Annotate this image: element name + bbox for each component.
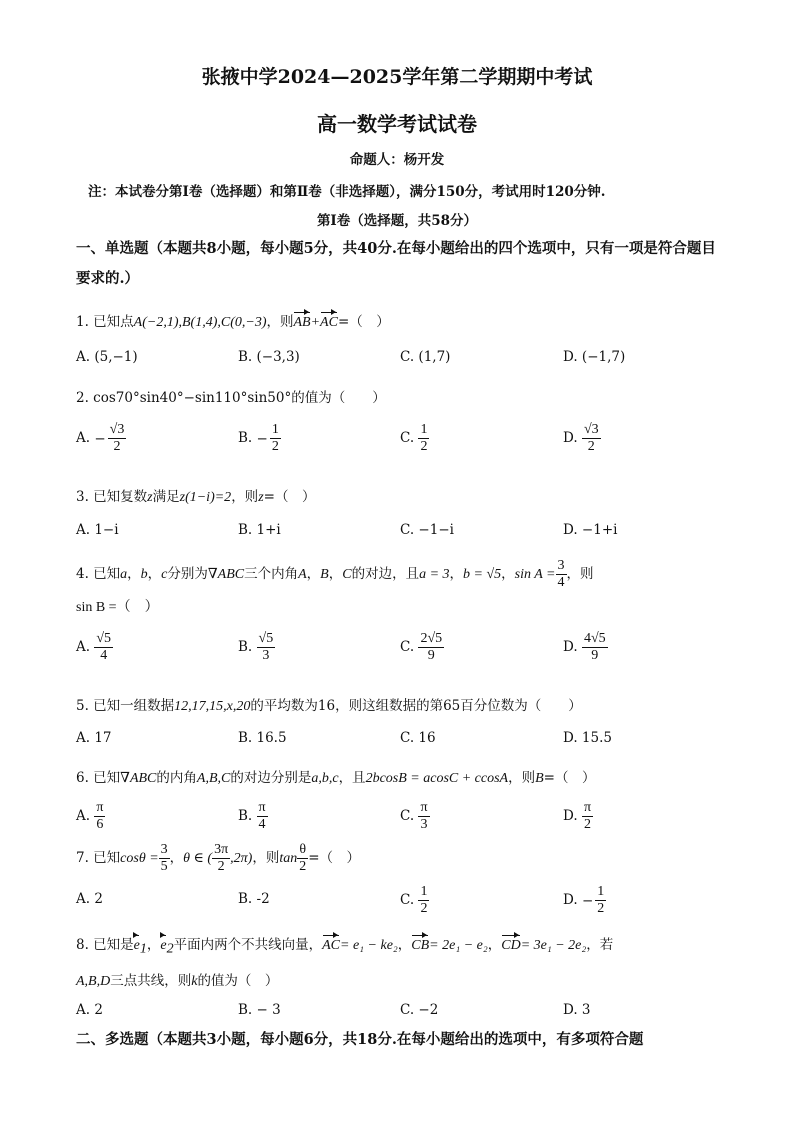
question-5: 5. 已知一组数据12,17,15,x,20的平均数为16，则这组数据的第65百分位数为（ ） — [76, 698, 582, 714]
q2-option-c: C. $\frac{1}{2}$ — [400, 422, 428, 454]
q1-option-a: A. (5,−1) — [76, 349, 138, 365]
question-3: 3. 已知复数z满足z(1−i)=2，则z=（ ） — [76, 489, 316, 505]
q3-option-a: A. 1−i — [76, 522, 119, 538]
q3-option-b: B. 1+i — [238, 522, 281, 538]
question-6: 6. 已知∇ABC的内角A,B,C的对边分别是a,b,c，且2bcosB = acosC + ccosA，则B=（ ） — [76, 770, 596, 786]
q5-option-c: C. 16 — [400, 730, 436, 746]
q7-option-c: C. $\frac{1}{2}$ — [400, 884, 428, 916]
q8-option-d: D. 3 — [563, 1002, 591, 1018]
q2-option-b: B. − $\frac{1}{2}$ — [238, 422, 279, 454]
q2-option-a: A. − $\frac{√3}{2}$ — [76, 422, 125, 454]
q6-option-d: D. $\frac{\pi}{2}$ — [563, 800, 592, 832]
part-one-heading: 第Ⅰ卷（选择题，共58分） — [316, 213, 478, 229]
q8-option-c: C. −2 — [400, 1002, 439, 1018]
author-line: 命题人：杨开发 — [349, 152, 445, 168]
q7-option-b: B. -2 — [238, 891, 270, 907]
q1-points: A(−2,1),B(1,4),C(0,−3) — [133, 315, 267, 330]
q1-option-b: B. (−3,3) — [238, 349, 300, 365]
vector-ac: AC — [320, 315, 338, 330]
q5-option-a: A. 17 — [76, 730, 112, 746]
question-1: 1. 已知点A(−2,1),B(1,4),C(0,−3)，则AB+AC=（ ） — [76, 314, 390, 330]
q4-option-b: B. $\frac{√5}{3}$ — [238, 631, 274, 663]
subject-title: 高一数学考试试卷 — [317, 112, 477, 136]
question-8: 8. 已知是$e_1$，$e_2$平面内两个不共线向量，AC= e₁ − ke₂，CB= 2e₁ − e₂，CD= 3e₁ − 2e₂，若 — [76, 937, 614, 957]
q8-option-a: A. 2 — [76, 1002, 103, 1018]
q2-option-d: D. $\frac{√3}{2}$ — [563, 422, 599, 454]
q3-option-d: D. −1+i — [563, 522, 618, 538]
q4-option-d: D. $\frac{4√5}{9}$ — [563, 631, 606, 663]
q7-option-d: D. − $\frac{1}{2}$ — [563, 884, 605, 916]
exam-note: 注：本试卷分第Ⅰ卷（选择题）和第Ⅱ卷（非选择题），满分150分，考试用时120分钟. — [88, 184, 606, 200]
q6-option-a: A. $\frac{\pi}{6}$ — [76, 800, 104, 832]
question-2: 2. cos70°sin40°−sin110°sin50°的值为（ ） — [76, 390, 386, 406]
q7-option-a: A. 2 — [76, 891, 103, 907]
exam-title: 张掖中学2024—2025学年第二学期期中考试 — [201, 66, 593, 88]
question-7: 7. 已知cosθ = $\frac{3}{5}$ ，θ ∈ ( $\frac{3\pi}{2}$ ,2π)，则tan $\frac{\theta}{2}$ =（ ） — [76, 842, 361, 874]
q5-option-d: D. 15.5 — [563, 730, 612, 746]
section-single-choice: 一、单选题（本题共8小题，每小题5分，共40分.在每小题给出的四个选项中，只有一项是符合题目要求的.） — [76, 240, 716, 287]
q8-option-b: B. − 3 — [238, 1002, 281, 1018]
q6-option-c: C. $\frac{\pi}{3}$ — [400, 800, 428, 832]
question-8-line-2: A,B,D三点共线，则k的值为（ ） — [76, 973, 279, 989]
vector-ab: AB — [293, 315, 311, 330]
q1-option-d: D. (−1,7) — [563, 349, 626, 365]
q6-option-b: B. $\frac{\pi}{4}$ — [238, 800, 266, 832]
q1-option-c: C. (1,7) — [400, 349, 451, 365]
q4-option-a: A. $\frac{√5}{4}$ — [76, 631, 112, 663]
q5-option-b: B. 16.5 — [238, 730, 287, 746]
question-4: 4. 已知a，b，c分别为∇ABC三个内角A，B，C的对边，且a = 3，b = √5，sin A = $\frac{3}{4}$ ，则 — [76, 558, 594, 590]
section-multiple-choice: 二、多选题（本题共3小题，每小题6分，共18分.在每小题给出的选项中，有多项符合题 — [76, 1031, 644, 1048]
q4-option-c: C. $\frac{2√5}{9}$ — [400, 631, 443, 663]
question-4-line-2: sin B =（ ） — [76, 600, 159, 615]
q3-option-c: C. −1−i — [400, 522, 454, 538]
